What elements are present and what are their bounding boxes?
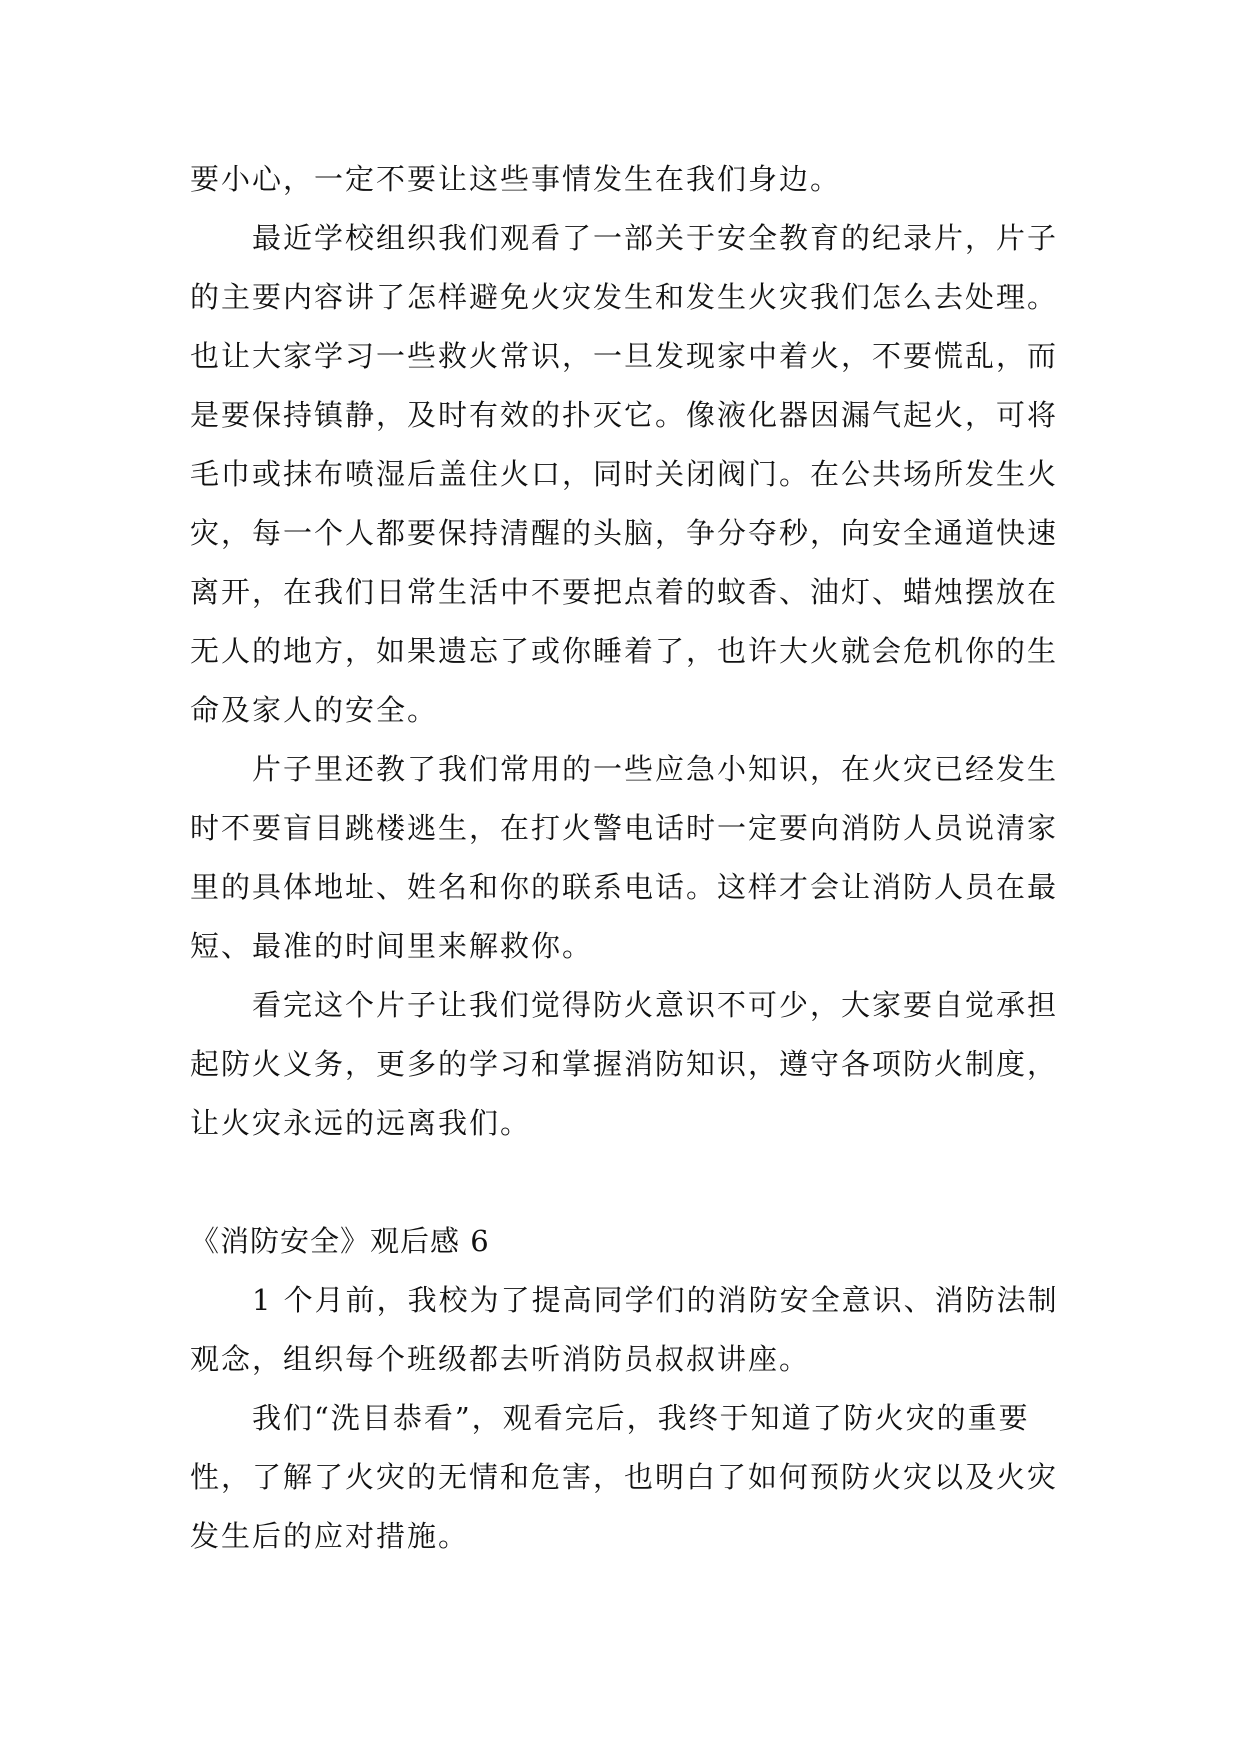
- paragraph-continuation: 要小心，一定不要让这些事情发生在我们身边。: [190, 162, 842, 196]
- paragraph-conclusion: 看完这个片子让我们觉得防火意识不可少，大家要自觉承担起防火义务，更多的学习和掌握消防知识，遵守各项防火制度，让火灾永远的远离我们。: [190, 988, 1059, 1140]
- document-body: [190, 150, 1070, 1566]
- section-title: 《消防安全》观后感 6: [190, 1224, 490, 1258]
- paragraph-emergency-tips: 片子里还教了我们常用的一些应急小知识，在火灾已经发生时不要盲目跳楼逃生，在打火警电话时一定要向消防人员说清家里的具体地址、姓名和你的联系电话。这样才会让消防人员在最短、最准的时间里来解救你。: [190, 752, 1059, 963]
- paragraph-documentary: 最近学校组织我们观看了一部关于安全教育的纪录片，片子的主要内容讲了怎样避免火灾发生和发生火灾我们怎么去处理。也让大家学习一些救火常识，一旦发现家中着火，不要慌乱，而是要保持镇静，及时有效的扑灭它。像液化器因漏气起火，可将毛巾或抹布喷湿后盖住火口，同时关闭阀门。在公共场所发生火灾，每一个人都要保持清醒的头脑，争分夺秒，向安全通道快速离开，在我们日常生活中不要把点着的蚊香、油灯、蜡烛摆放在无人的地方，如果遗忘了或你睡着了，也许大火就会危机你的生命及家人的安全。: [190, 221, 1059, 727]
- paragraph-reflection: 我们“洗目恭看”，观看完后，我终于知道了防火灾的重要性，了解了火灾的无情和危害，也明白了如何预防火灾以及火灾发生后的应对措施。: [190, 1401, 1059, 1553]
- paragraph-lecture: 1 个月前，我校为了提高同学们的消防安全意识、消防法制观念，组织每个班级都去听消防员叔叔讲座。: [190, 1283, 1059, 1376]
